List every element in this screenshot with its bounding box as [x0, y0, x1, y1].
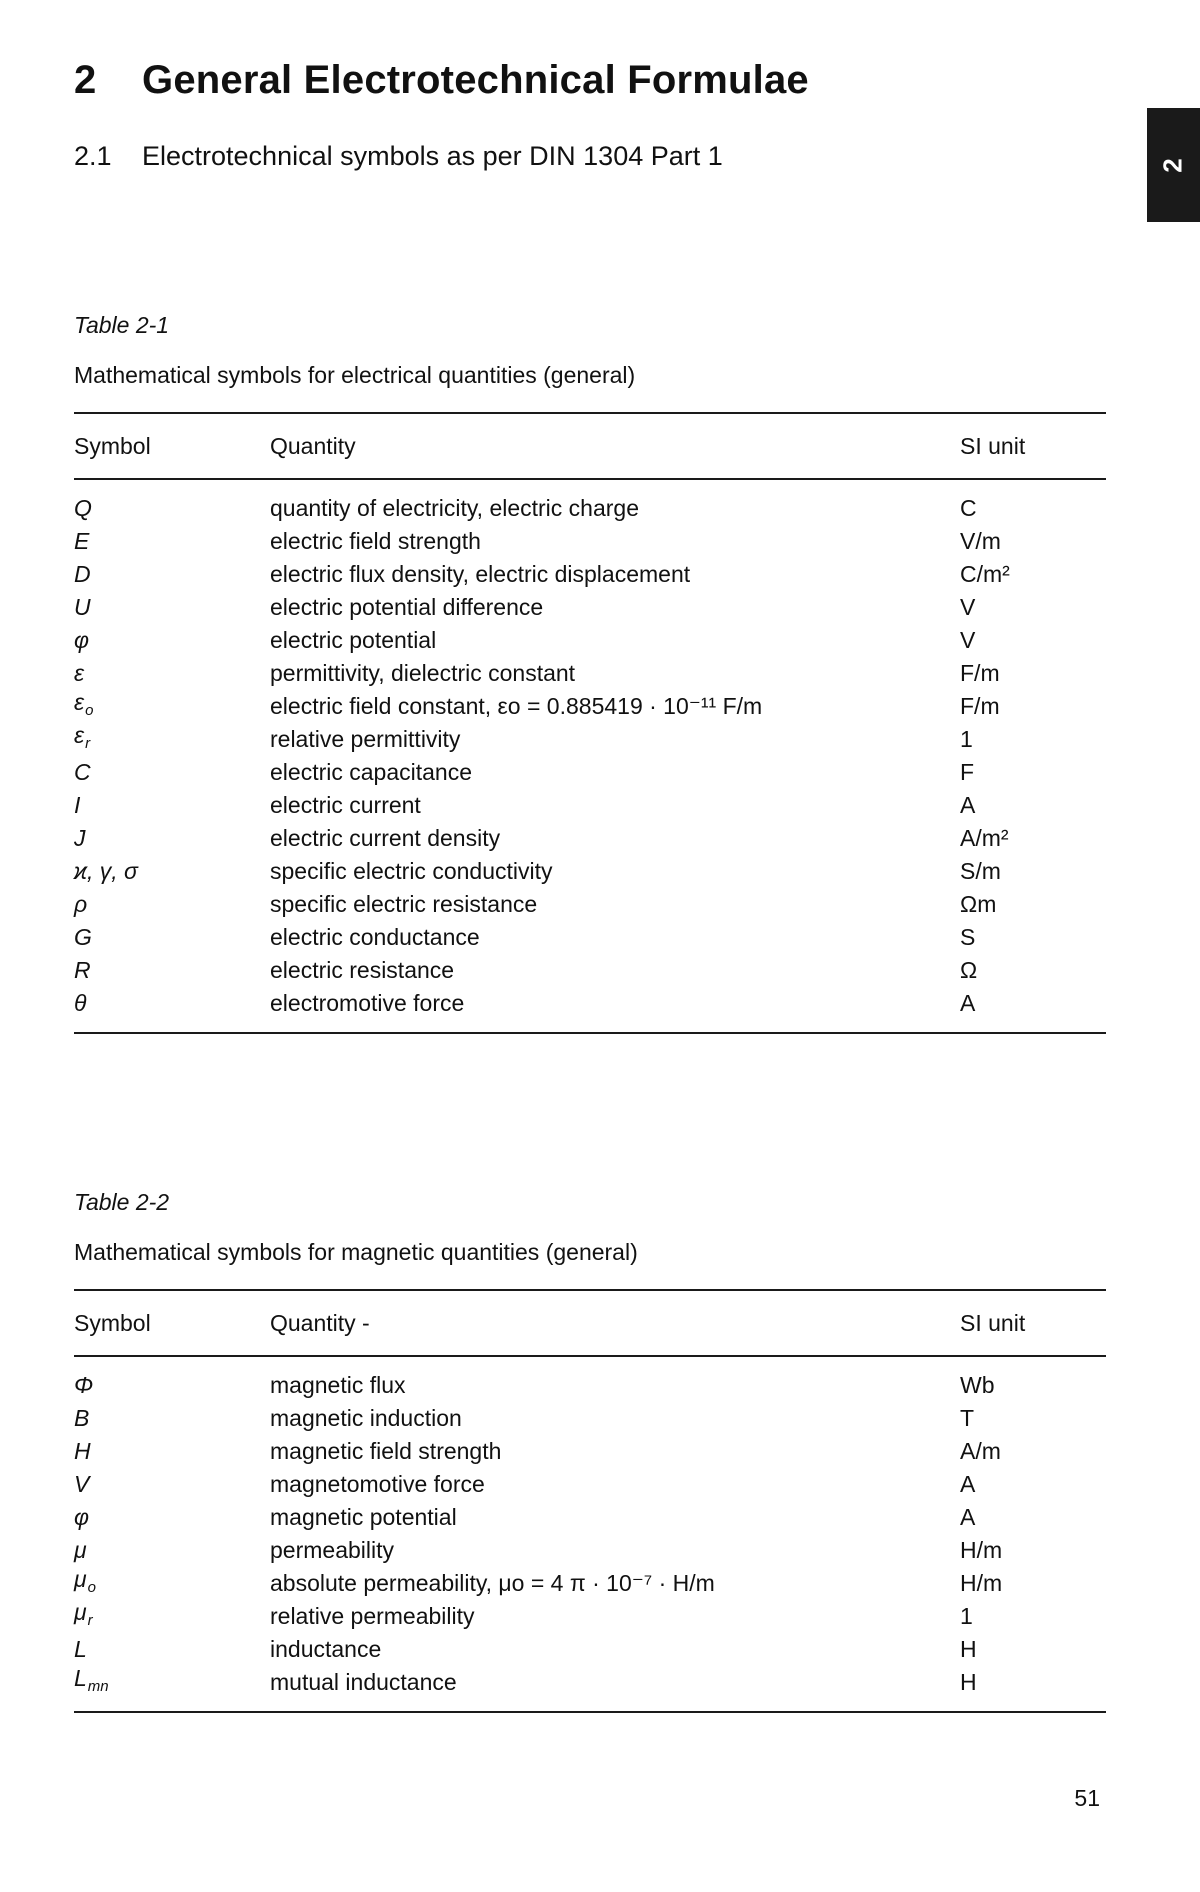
- symbol-cell: [74, 719, 270, 760]
- symbol-text: V: [74, 1471, 90, 1497]
- table-row: [74, 1666, 1106, 1699]
- symbol-text: ε: [74, 660, 85, 686]
- table-row: [74, 987, 1106, 1020]
- table-electrical-symbols: [74, 308, 1106, 1034]
- page-number: 51: [1074, 1785, 1100, 1811]
- si-unit-cell: H/m: [960, 1537, 1003, 1563]
- quantity-cell: magnetic flux: [270, 1372, 406, 1398]
- symbol-cell: [74, 1402, 270, 1435]
- quantity-cell: specific electric conductivity: [270, 858, 553, 884]
- symbol-text: L: [74, 1636, 87, 1662]
- table-row: [74, 756, 1106, 789]
- si-unit-cell: Wb: [960, 1372, 995, 1398]
- symbol-cell: [74, 1468, 270, 1501]
- table-row: [74, 1435, 1106, 1468]
- symbol-cell: [74, 1369, 270, 1402]
- si-unit-cell: C/m²: [960, 561, 1010, 587]
- quantity-cell: electric conductance: [270, 924, 480, 950]
- quantity-cell: electric potential difference: [270, 594, 544, 620]
- si-unit-cell: V: [960, 594, 976, 620]
- header-quantity: Quantity -: [270, 1309, 370, 1336]
- header-symbol: Symbol: [74, 432, 151, 459]
- table-row: [74, 921, 1106, 954]
- si-unit-cell: V/m: [960, 528, 1001, 554]
- table-header-row: [74, 1291, 1106, 1355]
- table-row: [74, 1600, 1106, 1633]
- table-label: Table 2-1: [74, 312, 170, 338]
- symbol-cell: [74, 1596, 270, 1637]
- quantity-cell: inductance: [270, 1636, 382, 1662]
- symbol-text: J: [74, 825, 86, 851]
- symbol-subscript: r: [87, 1612, 93, 1629]
- symbol-text: C: [74, 759, 91, 785]
- quantity-cell: electric current density: [270, 825, 501, 851]
- symbol-text: ρ: [74, 891, 88, 917]
- symbol-cell: [74, 1501, 270, 1534]
- table-row: [74, 492, 1106, 525]
- si-unit-cell: S/m: [960, 858, 1001, 884]
- chapter-thumb-tab: [1147, 108, 1200, 222]
- si-unit-cell: A: [960, 1504, 976, 1530]
- si-unit-cell: A: [960, 990, 976, 1016]
- symbol-text: L: [74, 1665, 87, 1691]
- quantity-cell: magnetic induction: [270, 1405, 462, 1431]
- symbol-cell: [74, 1435, 270, 1468]
- symbol-subscript: r: [85, 735, 91, 752]
- symbol-text: Φ: [74, 1372, 94, 1398]
- symbol-text: R: [74, 957, 91, 983]
- si-unit-cell: A/m²: [960, 825, 1009, 851]
- symbol-text: E: [74, 528, 90, 554]
- symbol-subscript: o: [85, 702, 94, 719]
- table-row: [74, 954, 1106, 987]
- table-bottom-rule: [74, 1711, 1106, 1713]
- table-row: [74, 624, 1106, 657]
- table-row: [74, 558, 1106, 591]
- quantity-cell: mutual inductance: [270, 1669, 457, 1695]
- symbol-cell: [74, 756, 270, 789]
- table-bottom-rule: [74, 1032, 1106, 1034]
- header-si-unit: SI unit: [960, 1309, 1026, 1336]
- si-unit-cell: H: [960, 1636, 977, 1662]
- si-unit-cell: A/m: [960, 1438, 1001, 1464]
- symbol-text: ϰ, γ, σ: [74, 858, 138, 884]
- si-unit-cell: H: [960, 1669, 977, 1695]
- si-unit-cell: C: [960, 495, 977, 521]
- symbol-text: U: [74, 594, 91, 620]
- symbol-text: φ: [74, 1504, 90, 1530]
- table-label: Table 2-2: [74, 1189, 170, 1215]
- table-body: [74, 480, 1106, 1032]
- quantity-cell: electric capacitance: [270, 759, 472, 785]
- si-unit-cell: A: [960, 1471, 976, 1497]
- si-unit-cell: F/m: [960, 660, 1000, 686]
- si-unit-cell: F/m: [960, 693, 1000, 719]
- symbol-cell: [74, 492, 270, 525]
- table-row: [74, 888, 1106, 921]
- symbol-cell: [74, 558, 270, 591]
- symbol-cell: [74, 591, 270, 624]
- header-si-unit: SI unit: [960, 432, 1026, 459]
- table-row: [74, 789, 1106, 822]
- table-magnetic-symbols: [74, 1185, 1106, 1713]
- table-row: [74, 1402, 1106, 1435]
- si-unit-cell: H/m: [960, 1570, 1003, 1596]
- chapter-title: [74, 58, 809, 103]
- quantity-cell: specific electric resistance: [270, 891, 538, 917]
- symbol-text: μ: [74, 1599, 87, 1625]
- table-row: [74, 1468, 1106, 1501]
- symbol-text: D: [74, 561, 91, 587]
- symbol-cell: [74, 855, 270, 888]
- symbol-cell: [74, 987, 270, 1020]
- section-number: 2.1: [74, 141, 112, 171]
- symbol-cell: [74, 921, 270, 954]
- table-caption: Mathematical symbols for magnetic quantities (general): [74, 1239, 638, 1265]
- quantity-cell: electromotive force: [270, 990, 465, 1016]
- table-row: [74, 723, 1106, 756]
- symbol-text: G: [74, 924, 92, 950]
- quantity-cell: electric resistance: [270, 957, 455, 983]
- table-caption: Mathematical symbols for electrical quantities (general): [74, 362, 636, 388]
- chapter-number: 2: [74, 58, 97, 102]
- si-unit-cell: 1: [960, 1603, 973, 1629]
- symbol-text: B: [74, 1405, 90, 1431]
- quantity-cell: electric flux density, electric displacement: [270, 561, 691, 587]
- header-quantity: Quantity: [270, 432, 356, 459]
- chapter-title-text: General Electrotechnical Formulae: [142, 58, 809, 102]
- si-unit-cell: Ω: [960, 957, 978, 983]
- symbol-cell: [74, 954, 270, 987]
- section-title: [74, 141, 723, 172]
- table-row: [74, 525, 1106, 558]
- table-row: [74, 1501, 1106, 1534]
- symbol-cell: [74, 1662, 270, 1703]
- si-unit-cell: F: [960, 759, 975, 785]
- symbol-cell: [74, 789, 270, 822]
- quantity-cell: magnetomotive force: [270, 1471, 485, 1497]
- si-unit-cell: 1: [960, 726, 973, 752]
- table-header-row: [74, 414, 1106, 478]
- quantity-cell: electric potential: [270, 627, 437, 653]
- section-title-text: Electrotechnical symbols as per DIN 1304 Part 1: [142, 141, 723, 171]
- symbol-text: I: [74, 792, 81, 818]
- table-row: [74, 591, 1106, 624]
- symbol-text: μ: [74, 1566, 87, 1592]
- quantity-cell: permeability: [270, 1537, 394, 1563]
- table-body: [74, 1357, 1106, 1711]
- symbol-text: ε: [74, 722, 85, 748]
- symbol-text: Q: [74, 495, 92, 521]
- symbol-cell: [74, 624, 270, 657]
- quantity-cell: magnetic field strength: [270, 1438, 502, 1464]
- quantity-cell: magnetic potential: [270, 1504, 457, 1530]
- header-symbol: Symbol: [74, 1309, 151, 1336]
- si-unit-cell: Ωm: [960, 891, 997, 917]
- si-unit-cell: A: [960, 792, 976, 818]
- quantity-cell: absolute permeability, μo = 4 π · 10⁻⁷ · H/m: [270, 1570, 715, 1596]
- symbol-subscript: o: [87, 1579, 96, 1596]
- symbol-subscript: mn: [87, 1678, 109, 1695]
- quantity-cell: quantity of electricity, electric charge: [270, 495, 640, 521]
- symbol-cell: [74, 888, 270, 921]
- symbol-cell: [74, 525, 270, 558]
- quantity-cell: electric field strength: [270, 528, 481, 554]
- table-row: [74, 1369, 1106, 1402]
- table-row: [74, 822, 1106, 855]
- si-unit-cell: T: [960, 1405, 975, 1431]
- quantity-cell: relative permeability: [270, 1603, 475, 1629]
- symbol-cell: [74, 822, 270, 855]
- si-unit-cell: V: [960, 627, 976, 653]
- quantity-cell: electric field constant, εo = 0.885419 · 10⁻¹¹ F/m: [270, 693, 763, 719]
- symbol-text: φ: [74, 627, 90, 653]
- quantity-cell: electric current: [270, 792, 421, 818]
- table-row: [74, 855, 1106, 888]
- si-unit-cell: S: [960, 924, 976, 950]
- symbol-text: ε: [74, 689, 85, 715]
- chapter-thumb-tab-label: 2: [1158, 157, 1188, 173]
- quantity-cell: permittivity, dielectric constant: [270, 660, 576, 686]
- symbol-text: μ: [74, 1537, 87, 1563]
- quantity-cell: relative permittivity: [270, 726, 461, 752]
- symbol-text: θ: [74, 990, 87, 1016]
- symbol-text: H: [74, 1438, 91, 1464]
